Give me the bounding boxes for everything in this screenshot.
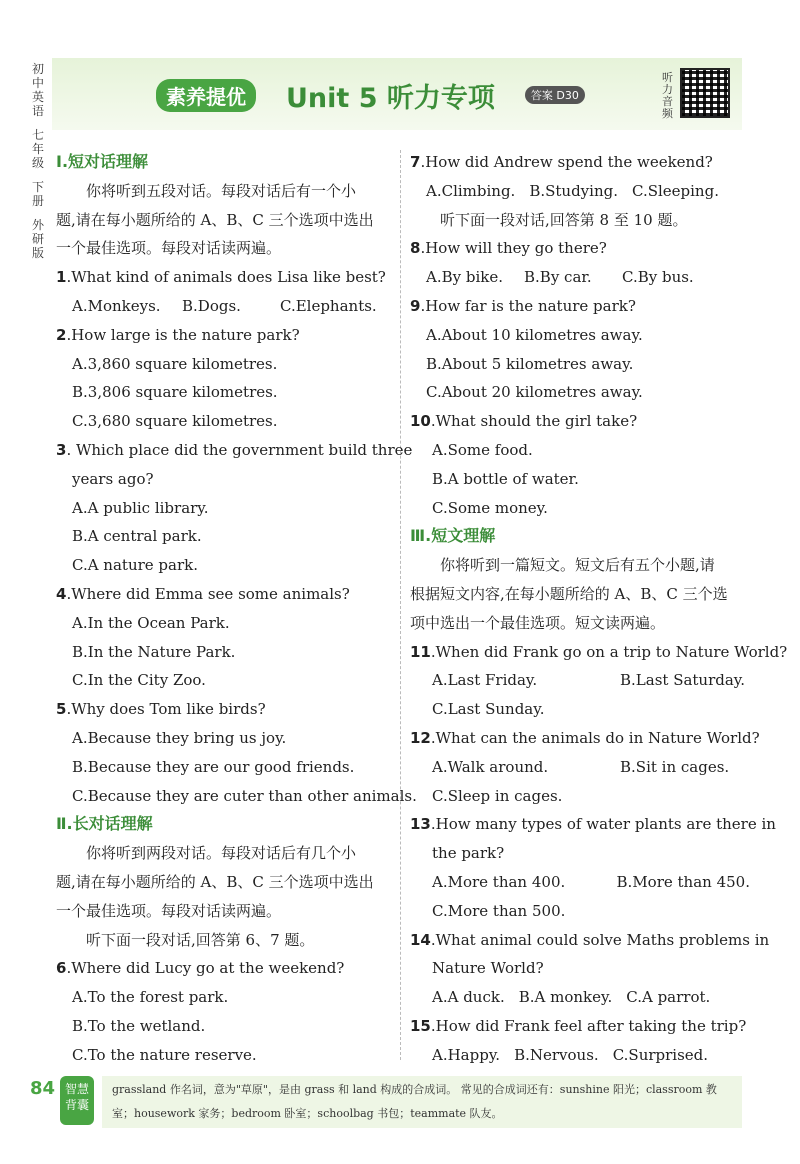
option-a: A.A public library.: [72, 498, 209, 517]
option-c: C.By bus.: [622, 268, 694, 287]
column-divider: [400, 150, 401, 1060]
tip-line: grassland 作名词，意为"草原"，是由 grass 和 land 构成的合成词。 常见的合成词还有：sunshine 阳光；classroom 教: [112, 1083, 717, 1096]
option-b: B.A central park.: [72, 527, 202, 546]
section-intro: 你将听到五段对话。每段对话后有一个小: [86, 181, 357, 200]
option-a: A.A duck.: [432, 988, 505, 1007]
option-a: A.Because they bring us joy.: [72, 728, 287, 747]
section-intro: 一个最佳选项。每段对话读两遍。: [56, 901, 282, 920]
right-column: [410, 148, 788, 1070]
section-intro: 你将听到两段对话。每段对话后有几个小: [86, 844, 357, 863]
question: 5.Why does Tom like birds?: [56, 700, 266, 719]
option-b: B.Because they are our good friends.: [72, 757, 355, 776]
section-intro: 根据短文内容,在每小题所给的 A、B、C 三个选: [410, 584, 728, 603]
options: [410, 177, 750, 206]
option-b: B.About 5 kilometres away.: [426, 354, 634, 373]
sub-instruction: 听下面一段对话,回答第 8 至 10 题。: [440, 210, 688, 229]
question: 15.How did Frank feel after taking the trip?: [410, 1016, 747, 1035]
section-intro: 你将听到一篇短文。短文后有五个小题,请: [440, 556, 715, 575]
option-c: C.More than 500.: [432, 901, 566, 920]
side-tab-subject: 初中英语: [31, 62, 44, 118]
side-tab-edition: 外研版: [31, 218, 44, 260]
question: 13.How many types of water plants are there in: [410, 815, 776, 834]
page-title: Unit 5 听力专项: [286, 82, 495, 114]
option-b: B.A bottle of water.: [432, 469, 579, 488]
option-b: B.By car.: [524, 268, 592, 287]
option-a: A.Happy.: [432, 1045, 501, 1064]
section-intro: 一个最佳选项。每段对话读两遍。: [56, 239, 282, 258]
options: [410, 983, 750, 1012]
question-continued: the park?: [432, 844, 505, 863]
question: 11.When did Frank go on a trip to Nature World?: [410, 642, 788, 661]
question: 12.What can the animals do in Nature World?: [410, 728, 760, 747]
tip-badge: 智慧背囊: [60, 1076, 94, 1125]
option-c: C.Sleeping.: [632, 181, 719, 200]
question: 4.Where did Emma see some animals?: [56, 584, 350, 603]
tip-box: [102, 1076, 742, 1128]
question: 14.What animal could solve Maths problems in: [410, 930, 770, 949]
option-b: B.3,806 square kilometres.: [72, 383, 278, 402]
option-c: C.Elephants.: [280, 296, 377, 315]
option-a: A.Monkeys.: [72, 296, 161, 315]
option-b: B.To the wetland.: [72, 1016, 206, 1035]
option-c: C.3,680 square kilometres.: [72, 412, 278, 431]
left-column: [56, 148, 417, 1070]
option-a: A.By bike.: [426, 268, 503, 287]
option-a: A.About 10 kilometres away.: [426, 325, 643, 344]
option-a: A.In the Ocean Park.: [72, 613, 230, 632]
question-continued: Nature World?: [432, 959, 544, 978]
section-heading: Ⅰ.短对话理解: [56, 152, 149, 171]
question: 7.How did Andrew spend the weekend?: [410, 153, 713, 171]
option-b: B.In the Nature Park.: [72, 642, 236, 661]
option-b: B.Sit in cages.: [620, 757, 730, 776]
option-b: B.Last Saturday.: [620, 671, 746, 690]
answer-tag: 答案 D30: [525, 86, 585, 104]
option-a: A.More than 400.: [432, 872, 566, 891]
option-a: A.To the forest park.: [72, 988, 229, 1007]
option-a: A.Last Friday.: [432, 671, 538, 690]
option-a: A.Some food.: [432, 440, 533, 459]
options: [410, 753, 750, 782]
option-b: B.Studying.: [529, 181, 618, 200]
tip-line: 室；housework 家务；bedroom 卧室；schoolbag 书包；teammate 队友。: [112, 1107, 503, 1120]
option-a: A.Walk around.: [432, 757, 549, 776]
option-c: C.Sleep in cages.: [432, 786, 563, 805]
question: 8.How will they go there?: [410, 239, 607, 258]
option-c: C.Because they are cuter than other animals.: [72, 786, 417, 805]
option-b: B.More than 450.: [616, 872, 750, 891]
sub-instruction: 听下面一段对话,回答第 6、7 题。: [86, 930, 315, 949]
option-c: C.A nature park.: [72, 556, 198, 575]
section-heading: Ⅱ.长对话理解: [56, 814, 153, 834]
header-badge: 素养提优: [156, 79, 256, 112]
qr-label: 听力音频: [662, 71, 673, 120]
option-c: C.Surprised.: [612, 1045, 709, 1064]
option-c: C.Last Sunday.: [432, 700, 545, 719]
side-tab-grade: 七年级: [31, 128, 44, 170]
option-a: A.Climbing.: [426, 181, 516, 200]
option-b: B.Nervous.: [514, 1045, 599, 1064]
option-c: C.To the nature reserve.: [72, 1045, 257, 1064]
question: 2.How large is the nature park?: [56, 325, 300, 344]
side-tab: [28, 62, 48, 270]
section-intro: 题,请在每小题所给的 A、B、C 三个选项中选出: [56, 872, 374, 891]
option-c: C.A parrot.: [626, 988, 711, 1007]
question-continued: years ago?: [72, 469, 154, 488]
question: 10.What should the girl take?: [410, 412, 638, 431]
section-intro: 题,请在每小题所给的 A、B、C 三个选项中选出: [56, 210, 374, 229]
page-header: [52, 58, 742, 130]
section-heading: Ⅲ.短文理解: [410, 526, 496, 546]
options: [410, 263, 750, 292]
option-a: A.3,860 square kilometres.: [72, 354, 278, 373]
options: [56, 292, 391, 321]
question: 9.How far is the nature park?: [410, 296, 636, 315]
question: 6.Where did Lucy go at the weekend?: [56, 959, 345, 978]
option-c: C.Some money.: [432, 498, 548, 517]
option-c: C.About 20 kilometres away.: [426, 383, 643, 402]
option-b: B.Dogs.: [182, 296, 241, 315]
section-intro: 项中选出一个最佳选项。短文读两遍。: [410, 613, 666, 632]
qr-code-icon[interactable]: [680, 68, 730, 118]
option-b: B.A monkey.: [518, 988, 613, 1007]
page-number: 84: [30, 1078, 56, 1099]
question: 1.What kind of animals does Lisa like best?: [56, 268, 386, 287]
options: [410, 868, 750, 897]
side-tab-volume: 下册: [31, 180, 44, 208]
option-c: C.In the City Zoo.: [72, 671, 206, 690]
options: [410, 666, 750, 695]
options: [410, 1041, 750, 1070]
question: 3. Which place did the government build three: [56, 440, 413, 459]
page-footer: [30, 1076, 742, 1132]
